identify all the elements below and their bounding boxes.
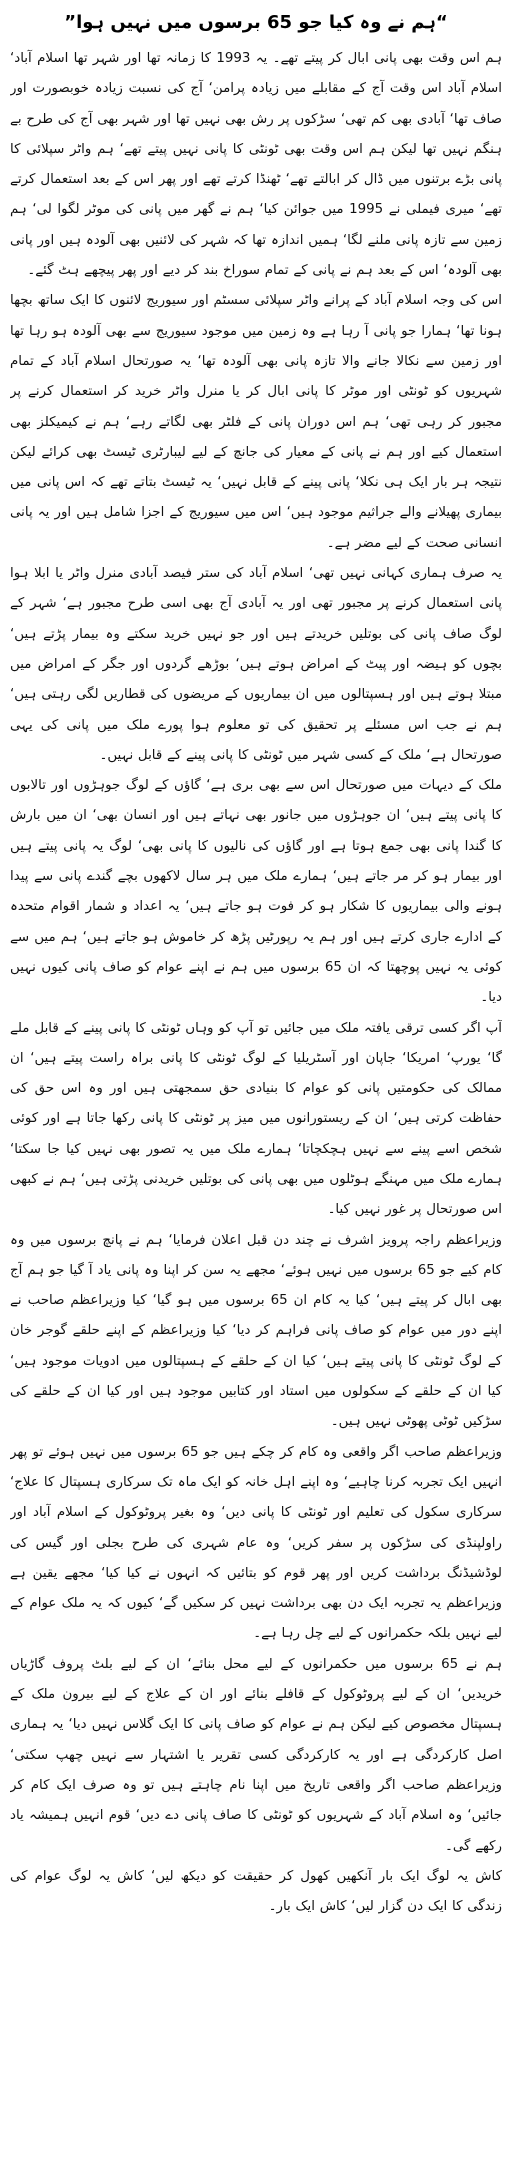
article-paragraph: آپ اگر کسی ترقی یافتہ ملک میں جائیں تو آپ کو وہاں ٹونٹی کا پانی پینے کے قابل ملے گا‘ یورپ‘ امریکا‘ جاپان اور آسٹریلیا کے لوگ ٹونٹی کا پانی براہ راست پیتے ہیں‘ ان ممالک کی حکومتیں پانی کو عوام کا بنیادی حق سمجھتی ہیں اور وہ اس حق کی حفاظت کرتی ہیں‘ ان کے ریستورانوں میں میز پر ٹونٹی کا پانی رکھا جاتا ہے اور کوئی شخص اسے پینے سے نہیں ہچکچاتا‘ ہمارے ملک میں یہ تصور بھی نہیں کیا جا سکتا‘ ہمارے ملک میں مہنگے ہوٹلوں میں بھی پانی کی بوتلیں خریدنی پڑتی ہیں‘ ہم نے کبھی اس صورتحال پر غور نہیں کیا۔ — [10, 1020, 502, 1218]
article-paragraph: ہم نے 65 برسوں میں حکمرانوں کے لیے محل بنائے‘ ان کے لیے بلٹ پروف گاڑیاں خریدیں‘ ان کے لیے پروٹوکول کے قافلے بنائے اور ان کے علاج کے لیے بیرون ملک کے ہسپتال مخصوص کیے لیکن ہم نے عوام کو صاف پانی کا ایک گلاس نہیں دیا‘ یہ ہماری اصل کارکردگی ہے اور یہ کارکردگی کسی تقریر یا اشتہار سے نہیں چھپ سکتی‘ وزیراعظم صاحب اگر واقعی تاریخ میں اپنا نام چاہتے ہیں تو وہ صرف ایک کام کر جائیں‘ وہ اسلام آباد کے شہریوں کو ٹونٹی کا صاف پانی دے دیں‘ قوم انہیں ہمیشہ یاد رکھے گی۔ — [10, 1656, 502, 1854]
article-body — [10, 44, 502, 1922]
article-headline: “ہم نے وہ کیا جو 65 برسوں میں نہیں ہوا” — [64, 12, 448, 33]
article-paragraph: وزیراعظم صاحب اگر واقعی وہ کام کر چکے ہیں جو 65 برسوں میں نہیں ہوئے تو پھر انہیں ایک تجربہ کرنا چاہیے‘ وہ اپنے اہل خانہ کو ایک ماہ تک سرکاری ہسپتال کا علاج‘ سرکاری سکول کی تعلیم اور ٹونٹی کا پانی دیں‘ وہ بغیر پروٹوکول کے اسلام آباد اور راولپنڈی کی سڑکوں پر سفر کریں‘ وہ عام شہری کی طرح بجلی اور گیس کی لوڈشیڈنگ برداشت کریں اور پھر قوم کو بتائیں کہ انہوں نے کیا کیا‘ مجھے یقین ہے وزیراعظم یہ تجربہ ایک دن بھی برداشت نہیں کر سکیں گے‘ کیوں کہ یہ ملک عوام کے لیے نہیں بلکہ حکمرانوں کے لیے چل رہا ہے۔ — [10, 1444, 502, 1642]
article-paragraph: ملک کے دیہات میں صورتحال اس سے بھی بری ہے‘ گاؤں کے لوگ جوہڑوں اور تالابوں کا پانی پیتے ہیں‘ ان جوہڑوں میں جانور بھی نہاتے ہیں اور انسان بھی‘ ان میں بارش کا گندا پانی بھی جمع ہوتا ہے اور گاؤں کی نالیوں کا پانی بھی‘ لوگ یہ پانی پیتے ہیں اور بیمار ہو کر مر جاتے ہیں‘ ہمارے ملک میں ہر سال لاکھوں بچے گندے پانی سے پیدا ہونے والی بیماریوں کا شکار ہو کر فوت ہو جاتے ہیں‘ یہ اعداد و شمار اقوام متحدہ کے ادارے جاری کرتے ہیں اور ہم یہ رپورٹیں پڑھ کر خاموش ہو جاتے ہیں‘ ہم میں سے کوئی یہ نہیں پوچھتا کہ ان 65 برسوں میں ہم نے اپنے عوام کو صاف پانی کیوں نہیں دیا۔ — [10, 778, 502, 1006]
article — [10, 8, 502, 2156]
article-paragraph: وزیراعظم راجہ پرویز اشرف نے چند دن قبل اعلان فرمایا‘ ہم نے پانچ برسوں میں وہ کام کیے جو 65 برسوں میں نہیں ہوئے‘ مجھے یہ سن کر اپنا وہ پانی یاد آ گیا جو ہم آج بھی ابال کر پیتے ہیں‘ کیا یہ کام ان 65 برسوں میں ہو گیا‘ کیا وزیراعظم صاحب نے اپنے دور میں عوام کو صاف پانی فراہم کر دیا‘ کیا وزیراعظم کے اپنے حلقے گوجر خان کے لوگ ٹونٹی کا پانی پیتے ہیں‘ کیا ان کے حلقے کے ہسپتالوں میں ادویات موجود ہیں‘ کیا ان کے حلقے کے سکولوں میں استاد اور کتابیں موجود ہیں اور کیا ان کے حلقے کی سڑکیں ٹوٹی پھوٹی نہیں ہیں۔ — [10, 1232, 502, 1430]
article-paragraph: یہ صرف ہماری کہانی نہیں تھی‘ اسلام آباد کی ستر فیصد آبادی منرل واٹر یا ابلا ہوا پانی استعمال کرنے پر مجبور تھی اور یہ آبادی آج بھی اسی طرح مجبور ہے‘ شہر کے لوگ صاف پانی کی بوتلیں خریدتے ہیں اور جو نہیں خرید سکتے وہ بیمار پڑتے ہیں‘ بچوں کو ہیضہ اور پیٹ کے امراض ہوتے ہیں‘ بوڑھے گردوں اور جگر کے امراض میں مبتلا ہوتے ہیں اور ہسپتالوں میں ان بیماریوں کے مریضوں کی قطاریں لگی رہتی ہیں‘ ہم نے جب اس مسئلے پر تحقیق کی تو معلوم ہوا پورے ملک میں پانی کی یہی صورتحال ہے‘ ملک کے کسی شہر میں ٹونٹی کا پانی پینے کے قابل نہیں۔ — [10, 566, 502, 763]
article-paragraph: ہم اس وقت بھی پانی ابال کر پیتے تھے۔ یہ 1993 کا زمانہ تھا اور شہر تھا اسلام آباد‘ اسلام آباد اس وقت آج کے مقابلے میں زیادہ پرامن‘ آج کی نسبت زیادہ خوبصورت اور صاف تھا‘ آبادی بھی کم تھی‘ سڑکوں پر رش بھی نہیں تھا اور شہر بھی آج کی طرح بے ہنگم نہیں تھا لیکن ہم اس وقت بھی ٹونٹی کا پانی نہیں پیتے تھے‘ ہم واٹر سپلائی کا پانی بڑے برتنوں میں ڈال کر ابالتے تھے‘ ٹھنڈا کرتے تھے اور پھر اس کے بعد استعمال کرتے تھے‘ میری فیملی نے 1995 میں جوائن کیا‘ ہم نے گھر میں پانی کی موٹر لگوا لی‘ ہم زمین سے تازہ پانی ملنے لگا‘ ہمیں اندازہ تھا کہ شہر کی لائنیں بھی آلودہ ہیں اور پانی بھی آلودہ‘ اس کے بعد ہم نے پانی کے تمام سوراخ بند کر دیے اور پھر پیچھے ہٹ گئے۔ — [10, 51, 502, 279]
article-paragraph: اس کی وجہ اسلام آباد کے پرانے واٹر سپلائی سسٹم اور سیوریج لائنوں کا ایک ساتھ بچھا ہونا تھا‘ ہمارا جو پانی آ رہا ہے وہ زمین میں موجود سیوریج سے بھی آلودہ ہو رہا تھا اور زمین سے نکالا جانے والا تازہ پانی بھی آلودہ تھا‘ یہ صورتحال اسلام آباد کے تمام شہریوں کو ٹونٹی اور موٹر کا پانی ابال کر یا منرل واٹر خرید کر استعمال کرنے پر مجبور کر رہی تھی‘ ہم اس دوران پانی کے فلٹر بھی لگاتے رہے‘ ہم نے کیمیکلز بھی استعمال کیے اور ہم نے پانی کے معیار کی جانچ کے لیے لیبارٹری ٹیسٹ بھی کرائے لیکن نتیجہ ہر بار ایک ہی نکلا‘ پانی پینے کے قابل نہیں‘ یہ ٹیسٹ بتاتے تھے کہ اس پانی میں بیماری پھیلانے والے جراثیم موجود ہیں‘ اس میں سیوریج کے اجزا شامل ہیں اور یہ پانی انسانی صحت کے لیے مضر ہے۔ — [10, 293, 502, 551]
article-paragraph: کاش یہ لوگ ایک بار آنکھیں کھول کر حقیقت کو دیکھ لیں‘ کاش یہ لوگ عوام کی زندگی کا ایک دن گزار لیں‘ کاش ایک بار۔ — [10, 1868, 502, 1915]
